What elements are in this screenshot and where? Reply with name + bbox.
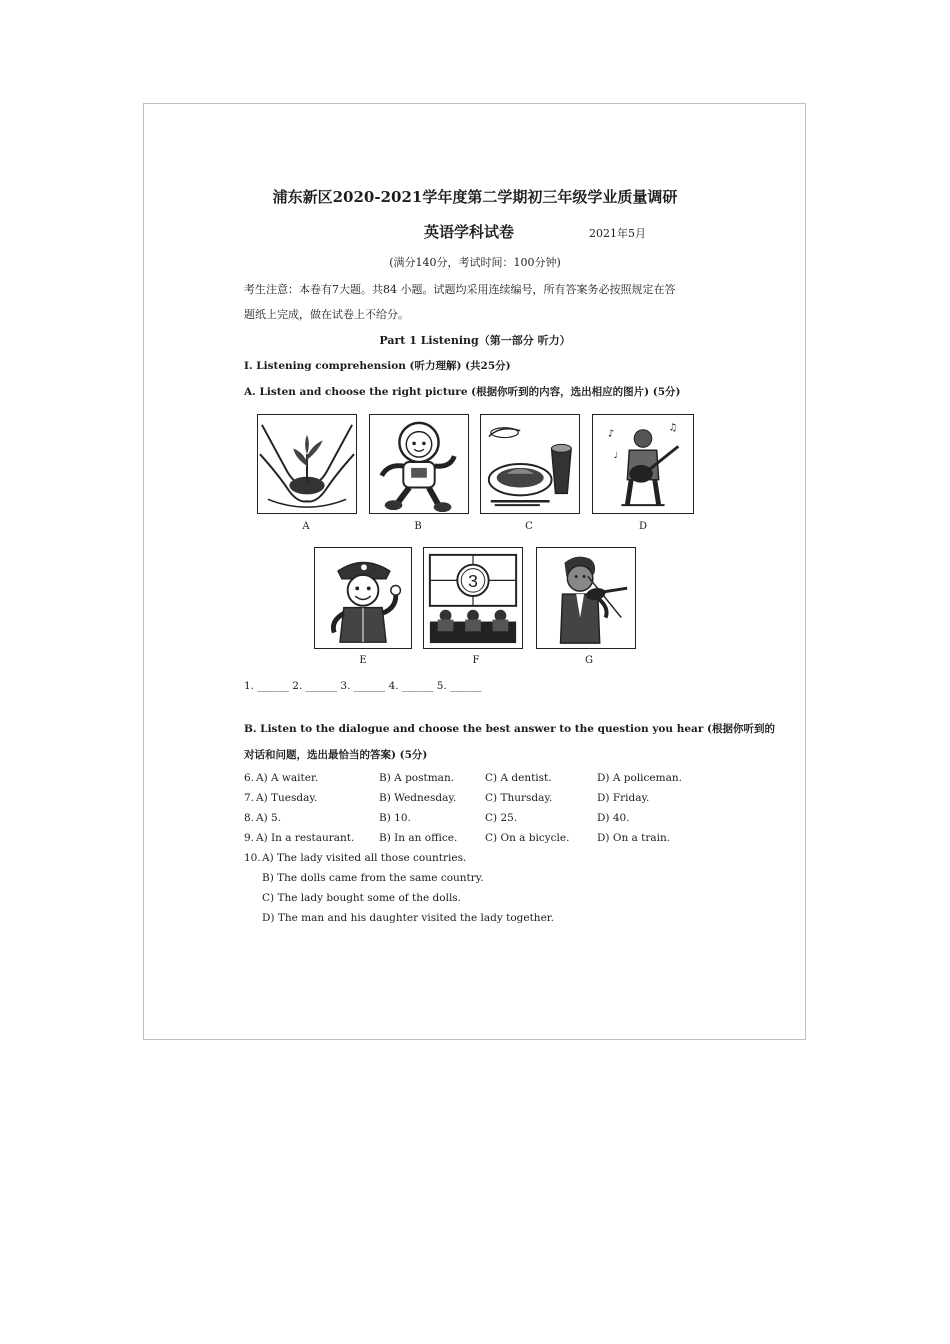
cinema-countdown-icon (424, 548, 522, 648)
question-6-option-b: B) A postman. (379, 772, 455, 784)
picture-e (314, 547, 412, 649)
question-10-option-b: B) The dolls came from the same country. (262, 872, 484, 884)
guitar-player-icon (593, 415, 693, 513)
astronaut-kid-icon (370, 415, 468, 513)
picture-g (536, 547, 636, 649)
question-8-number: 8. (244, 812, 255, 824)
hands-planting-seedling-icon (258, 415, 356, 513)
exam-title: 浦东新区2020-2021学年度第二学期初三年级学业质量调研 (272, 188, 678, 206)
question-10-number: 10. (244, 852, 261, 864)
question-9-option-d: D) On a train. (597, 832, 671, 844)
meal-plate-and-cup-icon (481, 415, 579, 513)
picture-label-e: E (359, 655, 367, 666)
section-b-heading-line-1: B. Listen to the dialogue and choose the best answer to the question you hear (根据你听到的 (244, 723, 775, 735)
picture-label-g: G (585, 655, 593, 666)
question-8-option-c: C) 25. (485, 812, 518, 824)
question-7-option-c: C) Thursday. (485, 792, 553, 804)
violin-player-icon (537, 548, 635, 648)
question-8-option-b: B) 10. (379, 812, 411, 824)
picture-label-a: A (302, 521, 310, 532)
question-10-option-a: A) The lady visited all those countries. (262, 852, 467, 864)
question-6-option-a: A) A waiter. (256, 772, 319, 784)
question-9-number: 9. (244, 832, 255, 844)
notice-line-2: 题纸上完成，做在试卷上不给分。 (244, 308, 409, 321)
part-heading: Part 1 Listening（第一部分 听力） (379, 334, 571, 347)
svg-text:♫: ♫ (668, 422, 678, 434)
question-6-option-d: D) A policeman. (597, 772, 682, 784)
notice-line-1: 考生注意：本卷有7大题。共84 小题。试题均采用连续编号，所有答案务必按照规定在答 (244, 283, 676, 296)
question-9-option-b: B) In an office. (379, 832, 458, 844)
picture-label-f: F (472, 655, 480, 666)
question-10-option-c: C) The lady bought some of the dolls. (262, 892, 462, 904)
picture-label-d: D (638, 521, 648, 532)
svg-text:♪: ♪ (607, 428, 614, 440)
question-6-option-c: C) A dentist. (485, 772, 552, 784)
question-9-option-a: A) In a restaurant. (256, 832, 355, 844)
picture-b (369, 414, 469, 514)
picture-label-c: C (525, 521, 533, 532)
question-8-option-a: A) 5. (256, 812, 282, 824)
score-time-note: (满分140分，考试时间：100分钟) (389, 256, 561, 269)
section-b-heading-line-2: 对话和问题，选出最恰当的答案) (5分) (244, 749, 428, 761)
question-6-number: 6. (244, 772, 255, 784)
picture-a (257, 414, 357, 514)
section-i-heading: I. Listening comprehension (听力理解) (共25分) (244, 360, 511, 372)
question-10-option-d: D) The man and his daughter visited the lady together. (262, 912, 554, 924)
svg-text:♩: ♩ (613, 451, 618, 462)
exam-date: 2021年5月 (589, 227, 646, 240)
picture-f (423, 547, 523, 649)
picture-c (480, 414, 580, 514)
section-a-heading: A. Listen and choose the right picture (根据你听到的内容，选出相应的图片) (5分) (244, 386, 681, 398)
question-8-option-d: D) 40. (597, 812, 630, 824)
subject-title: 英语学科试卷 (424, 223, 515, 241)
answer-blanks: 1. ______ 2. ______ 3. ______ 4. ______ 5. ______ (244, 680, 482, 692)
question-9-option-c: C) On a bicycle. (485, 832, 570, 844)
question-7-option-b: B) Wednesday. (379, 792, 457, 804)
police-officer-icon (315, 548, 411, 648)
picture-d (592, 414, 694, 514)
picture-label-b: B (414, 521, 422, 532)
question-7-option-a: A) Tuesday. (256, 792, 318, 804)
countdown-number: 3 (468, 571, 478, 592)
question-7-number: 7. (244, 792, 255, 804)
question-7-option-d: D) Friday. (597, 792, 650, 804)
